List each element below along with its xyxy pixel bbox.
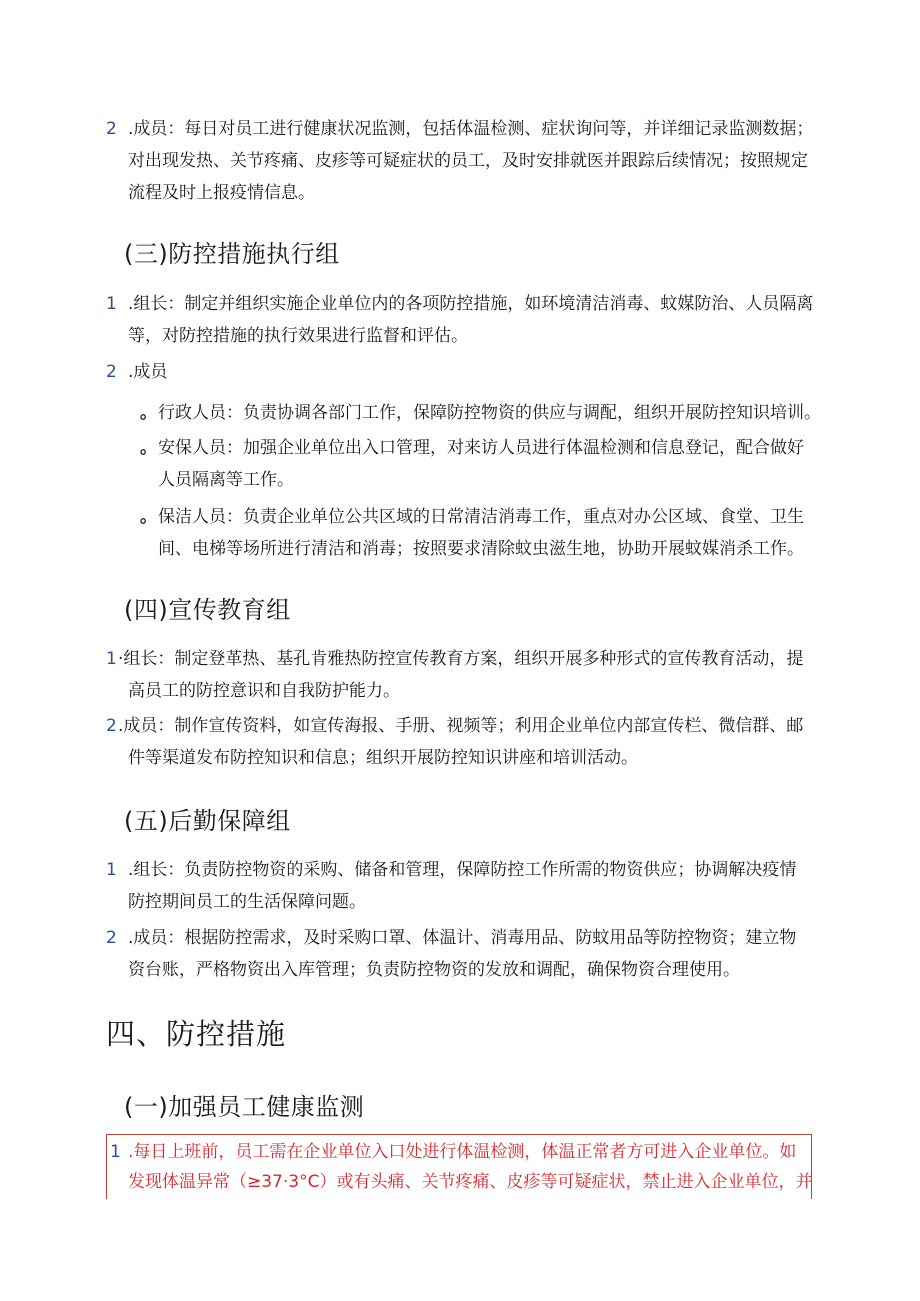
bullet-text: 行政人员：负责协调各部门工作，保障防控物资的供应与调配，组织开展防控知识培训。 (158, 403, 821, 423)
bullet-text: 安保人员：加强企业单位出入口管理，对来访人员进行体温检测和信息登记，配合做好 (158, 438, 804, 458)
list-item-text: 等，对防控措施的执行效果进行监督和评估。 (128, 326, 468, 346)
list-number: 1 (106, 294, 117, 314)
bullet-icon: 。 (140, 438, 157, 458)
list-item-text: 件等渠道发布防控知识和信息；组织开展防控知识讲座和培训活动。 (128, 748, 638, 768)
list-item-text: .每日上班前，员工需在企业单位入口处进行体温检测，体温正常者方可进入企业单位。如 (128, 1142, 797, 1162)
list-item-text: 防控期间员工的生活保障问题。 (128, 892, 366, 912)
section-heading: (三)防控措施执行组 (124, 240, 340, 268)
bullet-icon: 。 (140, 507, 157, 527)
list-item-text: .成员：根据防控需求，及时采购口罩、体温计、消毒用品、防蚊用品等防控物资；建立物 (128, 928, 797, 948)
list-item-text: .组长：负责防控物资的采购、储备和管理，保障防控工作所需的物资供应；协调解决疫情 (128, 860, 797, 880)
section-heading: (五)后勤保障组 (124, 807, 291, 835)
list-item-text: .成员 (128, 362, 168, 382)
list-item-text: ·组长：制定登革热、基孔肯雅热防控宣传教育方案，组织开展多种形式的宣传教育活动，提 (118, 649, 804, 669)
list-number: 2 (106, 362, 117, 382)
list-number: 2 (106, 928, 117, 948)
list-item-text: .成员：每日对员工进行健康状况监测，包括体温检测、症状询问等，并详细记录监测数据； (128, 119, 814, 139)
list-item-text: 流程及时上报疫情信息。 (128, 183, 315, 203)
list-item-text: .成员：制作宣传资料，如宣传海报、手册、视频等；利用企业单位内部宣传栏、微信群、邮 (118, 716, 804, 736)
bullet-icon: 。 (140, 403, 157, 423)
list-number: 1 (110, 1142, 121, 1162)
list-number: 2 (106, 716, 117, 736)
list-number: 1 (106, 860, 117, 880)
bullet-text: 人员隔离等工作。 (158, 470, 294, 490)
list-item-text: 资台账，严格物资出入库管理；负责防控物资的发放和调配，确保物资合理使用。 (128, 960, 740, 980)
list-item-text: .组长：制定并组织实施企业单位内的各项防控措施，如环境清洁消毒、蚊媒防治、人员隔离 (128, 294, 814, 314)
list-item-text: 高员工的防控意识和自我防护能力。 (128, 681, 400, 701)
list-item-text: 发现体温异常（≥37·3°C）或有头痛、关节疼痛、皮疹等可疑症状，禁止进入企业单位，并 (128, 1172, 813, 1192)
chapter-heading: 四、防控措施 (106, 1017, 287, 1051)
section-heading: (四)宣传教育组 (124, 596, 291, 624)
section-heading: (一)加强员工健康监测 (124, 1093, 365, 1121)
list-number: 2 (106, 119, 117, 139)
list-item-text: 对出现发热、关节疼痛、皮疹等可疑症状的员工，及时安排就医并跟踪后续情况；按照规定 (128, 151, 808, 171)
bullet-text: 间、电梯等场所进行清洁和消毒；按照要求清除蚊虫滋生地，协助开展蚊媒消杀工作。 (158, 539, 804, 559)
bullet-text: 保洁人员：负责企业单位公共区域的日常清洁消毒工作，重点对办公区域、食堂、卫生 (158, 507, 804, 527)
list-number: 1 (106, 649, 117, 669)
